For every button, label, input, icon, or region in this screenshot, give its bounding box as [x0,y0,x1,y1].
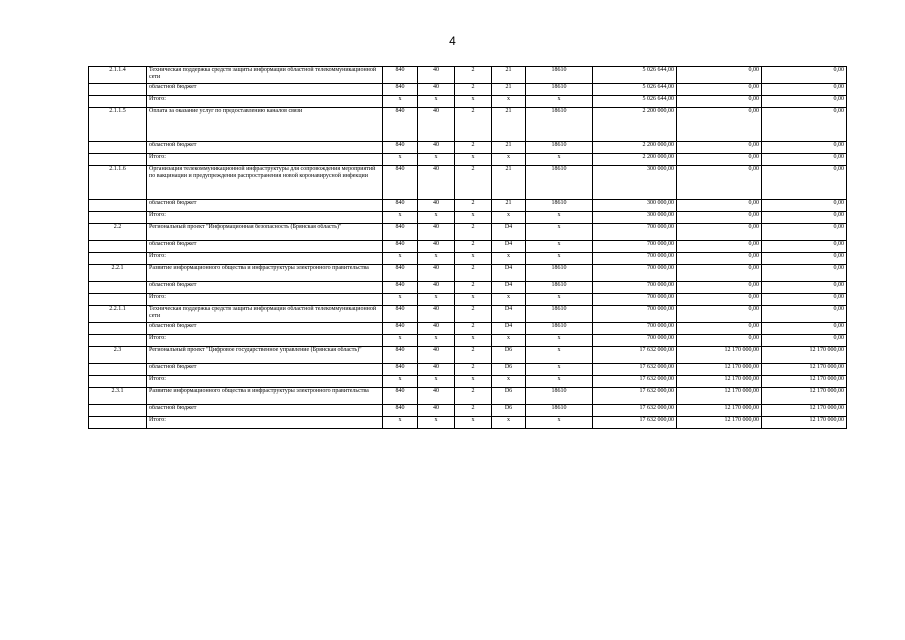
amount-year-1: 2 200 000,00 [593,142,677,154]
code-ppgp: x [418,212,455,224]
code-ppgp: x [418,417,455,429]
amount-year-2: 12 170 000,00 [677,347,762,364]
page-number: 4 [449,34,456,48]
code-ppgp: x [418,96,455,108]
code-direction: 18610 [526,282,593,294]
code-gp: x [383,96,418,108]
amount-year-3: 0,00 [762,323,847,335]
code-project: x [492,417,526,429]
amount-year-1: 2 200 000,00 [593,108,677,142]
amount-year-3: 12 170 000,00 [762,388,847,405]
code-gp: 840 [383,200,418,212]
code-gp: 840 [383,84,418,96]
code-om: x [455,253,492,265]
amount-year-2: 0,00 [677,323,762,335]
code-gp: x [383,294,418,306]
table-row [89,376,847,388]
row-number: 2.3 [89,347,147,364]
amount-year-3: 0,00 [762,294,847,306]
table-row [89,335,847,347]
code-om: x [455,376,492,388]
row-name: Техническая поддержка средств защиты информации областной телекоммуникационной сети [147,67,383,84]
code-om: 2 [455,323,492,335]
code-project: D4 [492,265,526,282]
amount-year-1: 5 026 644,00 [593,67,677,84]
code-om: x [455,294,492,306]
amount-year-2: 0,00 [677,294,762,306]
table-row [89,96,847,108]
code-ppgp: 40 [418,364,455,376]
amount-year-1: 700 000,00 [593,265,677,282]
code-om: 2 [455,306,492,323]
code-ppgp: x [418,335,455,347]
row-name: Итого: [147,253,383,265]
code-direction: x [526,241,593,253]
amount-year-3: 0,00 [762,96,847,108]
amount-year-3: 0,00 [762,265,847,282]
amount-year-2: 0,00 [677,154,762,166]
code-project: D4 [492,241,526,253]
code-direction: 18610 [526,306,593,323]
code-project: 21 [492,142,526,154]
code-om: 2 [455,364,492,376]
table-row [89,142,847,154]
amount-year-1: 17 632 000,00 [593,417,677,429]
row-name: Оплата за оказание услуг по предоставлению каналов связи [147,108,383,142]
row-number: 2.2.1 [89,265,147,282]
amount-year-3: 0,00 [762,154,847,166]
amount-year-1: 300 000,00 [593,166,677,200]
code-om: 2 [455,108,492,142]
amount-year-1: 17 632 000,00 [593,347,677,364]
row-number: 2.3.1 [89,388,147,405]
amount-year-2: 0,00 [677,212,762,224]
amount-year-3: 0,00 [762,200,847,212]
code-ppgp: 40 [418,166,455,200]
code-direction: 18610 [526,142,593,154]
table-row [89,224,847,241]
code-gp: 840 [383,405,418,417]
code-ppgp: 40 [418,405,455,417]
code-gp: 840 [383,142,418,154]
amount-year-2: 0,00 [677,96,762,108]
code-project: D6 [492,347,526,364]
amount-year-2: 12 170 000,00 [677,417,762,429]
row-number: 2.1.1.4 [89,67,147,84]
amount-year-1: 700 000,00 [593,335,677,347]
code-direction: 18610 [526,108,593,142]
row-number: 2.1.1.5 [89,108,147,142]
code-om: x [455,417,492,429]
amount-year-2: 0,00 [677,108,762,142]
row-number [89,154,147,166]
code-direction: x [526,224,593,241]
amount-year-3: 12 170 000,00 [762,405,847,417]
amount-year-3: 12 170 000,00 [762,347,847,364]
amount-year-2: 12 170 000,00 [677,376,762,388]
code-project: x [492,253,526,265]
code-ppgp: 40 [418,67,455,84]
code-direction: x [526,154,593,166]
code-direction: 18610 [526,67,593,84]
code-project: D4 [492,282,526,294]
table-row [89,265,847,282]
code-ppgp: 40 [418,306,455,323]
row-name: областной бюджет [147,84,383,96]
table-row [89,417,847,429]
row-number [89,212,147,224]
code-direction: 18610 [526,323,593,335]
code-direction: 18610 [526,388,593,405]
code-gp: x [383,417,418,429]
table-row [89,108,847,142]
code-om: x [455,154,492,166]
row-number [89,142,147,154]
row-name: Развитие информационного общества и инфраструктуры электронного правительства [147,388,383,405]
amount-year-2: 0,00 [677,200,762,212]
code-ppgp: 40 [418,224,455,241]
table-row [89,364,847,376]
table-row [89,306,847,323]
code-direction: x [526,417,593,429]
table-row [89,200,847,212]
row-name: Организация телекоммуникационной инфраструктуры для сопровождения мероприятий по вакцинации и предупреждения распространения новой коронавирусной инфекции [147,166,383,200]
code-om: 2 [455,241,492,253]
row-number [89,364,147,376]
row-name: областной бюджет [147,200,383,212]
code-direction: 18610 [526,265,593,282]
row-name: областной бюджет [147,405,383,417]
amount-year-3: 0,00 [762,166,847,200]
row-number: 2.2.1.1 [89,306,147,323]
amount-year-3: 0,00 [762,108,847,142]
amount-year-1: 700 000,00 [593,241,677,253]
amount-year-2: 0,00 [677,84,762,96]
code-ppgp: 40 [418,282,455,294]
code-om: 2 [455,200,492,212]
code-gp: x [383,335,418,347]
amount-year-1: 5 026 644,00 [593,96,677,108]
code-ppgp: 40 [418,84,455,96]
row-name: Итого: [147,335,383,347]
amount-year-3: 0,00 [762,84,847,96]
code-gp: x [383,376,418,388]
code-ppgp: 40 [418,142,455,154]
amount-year-3: 0,00 [762,224,847,241]
code-om: 2 [455,166,492,200]
amount-year-2: 0,00 [677,142,762,154]
code-direction: x [526,253,593,265]
code-project: x [492,335,526,347]
row-number [89,323,147,335]
code-ppgp: 40 [418,241,455,253]
row-number [89,405,147,417]
amount-year-3: 12 170 000,00 [762,364,847,376]
code-project: x [492,96,526,108]
code-gp: 840 [383,241,418,253]
amount-year-1: 17 632 000,00 [593,376,677,388]
code-direction: 18610 [526,200,593,212]
code-om: 2 [455,347,492,364]
code-om: 2 [455,142,492,154]
budget-table [88,66,847,429]
amount-year-2: 0,00 [677,253,762,265]
code-ppgp: 40 [418,200,455,212]
amount-year-1: 700 000,00 [593,282,677,294]
amount-year-1: 700 000,00 [593,306,677,323]
row-number [89,96,147,108]
code-project: x [492,154,526,166]
code-ppgp: x [418,376,455,388]
table-row [89,212,847,224]
code-ppgp: 40 [418,388,455,405]
table-row [89,84,847,96]
amount-year-1: 5 026 644,00 [593,84,677,96]
code-direction: 18610 [526,84,593,96]
code-project: 21 [492,84,526,96]
amount-year-1: 700 000,00 [593,323,677,335]
code-om: 2 [455,265,492,282]
code-gp: 840 [383,108,418,142]
amount-year-2: 0,00 [677,306,762,323]
code-direction: x [526,96,593,108]
code-gp: x [383,154,418,166]
code-ppgp: x [418,294,455,306]
code-project: D4 [492,224,526,241]
code-gp: 840 [383,282,418,294]
amount-year-3: 0,00 [762,142,847,154]
row-number [89,335,147,347]
code-direction: x [526,364,593,376]
amount-year-1: 2 200 000,00 [593,154,677,166]
row-number: 2.2 [89,224,147,241]
code-gp: x [383,253,418,265]
amount-year-2: 0,00 [677,282,762,294]
row-number [89,294,147,306]
code-project: D6 [492,388,526,405]
amount-year-2: 12 170 000,00 [677,364,762,376]
code-direction: 18610 [526,405,593,417]
row-name: областной бюджет [147,282,383,294]
amount-year-1: 700 000,00 [593,294,677,306]
code-direction: x [526,294,593,306]
row-number [89,200,147,212]
code-om: 2 [455,405,492,417]
row-number [89,253,147,265]
row-number [89,376,147,388]
code-om: 2 [455,67,492,84]
amount-year-2: 0,00 [677,166,762,200]
table-row [89,253,847,265]
code-project: 21 [492,67,526,84]
code-gp: 840 [383,306,418,323]
code-om: x [455,335,492,347]
code-project: x [492,294,526,306]
row-name: Итого: [147,376,383,388]
code-direction: x [526,347,593,364]
row-name: Итого: [147,154,383,166]
amount-year-3: 12 170 000,00 [762,376,847,388]
code-gp: 840 [383,323,418,335]
amount-year-3: 0,00 [762,67,847,84]
code-ppgp: 40 [418,265,455,282]
amount-year-3: 12 170 000,00 [762,417,847,429]
table-row [89,388,847,405]
table-row [89,405,847,417]
amount-year-3: 0,00 [762,212,847,224]
code-project: 21 [492,166,526,200]
amount-year-2: 0,00 [677,265,762,282]
code-gp: x [383,212,418,224]
code-direction: x [526,212,593,224]
code-om: 2 [455,388,492,405]
code-om: 2 [455,84,492,96]
row-number [89,417,147,429]
row-number [89,241,147,253]
row-name: Региональный проект "Цифровое государственное управление (Брянская область)" [147,347,383,364]
amount-year-1: 17 632 000,00 [593,364,677,376]
code-gp: 840 [383,364,418,376]
amount-year-2: 0,00 [677,224,762,241]
table-row [89,166,847,200]
code-ppgp: x [418,154,455,166]
table-row [89,282,847,294]
code-gp: 840 [383,347,418,364]
code-project: D6 [492,405,526,417]
amount-year-2: 12 170 000,00 [677,405,762,417]
row-name: областной бюджет [147,364,383,376]
row-name: Итого: [147,417,383,429]
row-name: Итого: [147,212,383,224]
code-direction: x [526,335,593,347]
amount-year-1: 700 000,00 [593,253,677,265]
amount-year-3: 0,00 [762,306,847,323]
amount-year-2: 0,00 [677,241,762,253]
code-project: D6 [492,364,526,376]
amount-year-3: 0,00 [762,241,847,253]
code-om: x [455,96,492,108]
code-ppgp: 40 [418,108,455,142]
code-project: D4 [492,323,526,335]
amount-year-2: 12 170 000,00 [677,388,762,405]
amount-year-1: 300 000,00 [593,200,677,212]
row-name: Итого: [147,294,383,306]
code-project: 21 [492,200,526,212]
amount-year-3: 0,00 [762,282,847,294]
table-row [89,294,847,306]
amount-year-2: 0,00 [677,67,762,84]
amount-year-1: 700 000,00 [593,224,677,241]
table-row [89,347,847,364]
code-project: 21 [492,108,526,142]
code-project: x [492,376,526,388]
code-ppgp: x [418,253,455,265]
table-row [89,241,847,253]
code-om: 2 [455,282,492,294]
row-name: Техническая поддержка средств защиты информации областной телекоммуникационной сети [147,306,383,323]
row-name: областной бюджет [147,323,383,335]
table-row [89,67,847,84]
code-project: x [492,212,526,224]
amount-year-1: 17 632 000,00 [593,405,677,417]
row-name: областной бюджет [147,142,383,154]
code-ppgp: 40 [418,347,455,364]
amount-year-3: 0,00 [762,335,847,347]
amount-year-2: 0,00 [677,335,762,347]
code-direction: 18610 [526,166,593,200]
row-number [89,84,147,96]
code-ppgp: 40 [418,323,455,335]
code-gp: 840 [383,166,418,200]
code-om: 2 [455,224,492,241]
row-number: 2.1.1.6 [89,166,147,200]
code-gp: 840 [383,224,418,241]
row-name: Итого: [147,96,383,108]
table-row [89,154,847,166]
row-name: областной бюджет [147,241,383,253]
code-direction: x [526,376,593,388]
code-gp: 840 [383,265,418,282]
row-number [89,282,147,294]
row-name: Региональный проект "Информационная безопасность (Брянская область)" [147,224,383,241]
table-row [89,323,847,335]
amount-year-1: 300 000,00 [593,212,677,224]
code-om: x [455,212,492,224]
code-gp: 840 [383,67,418,84]
amount-year-1: 17 632 000,00 [593,388,677,405]
code-gp: 840 [383,388,418,405]
row-name: Развитие информационного общества и инфраструктуры электронного правительства [147,265,383,282]
amount-year-3: 0,00 [762,253,847,265]
code-project: D4 [492,306,526,323]
